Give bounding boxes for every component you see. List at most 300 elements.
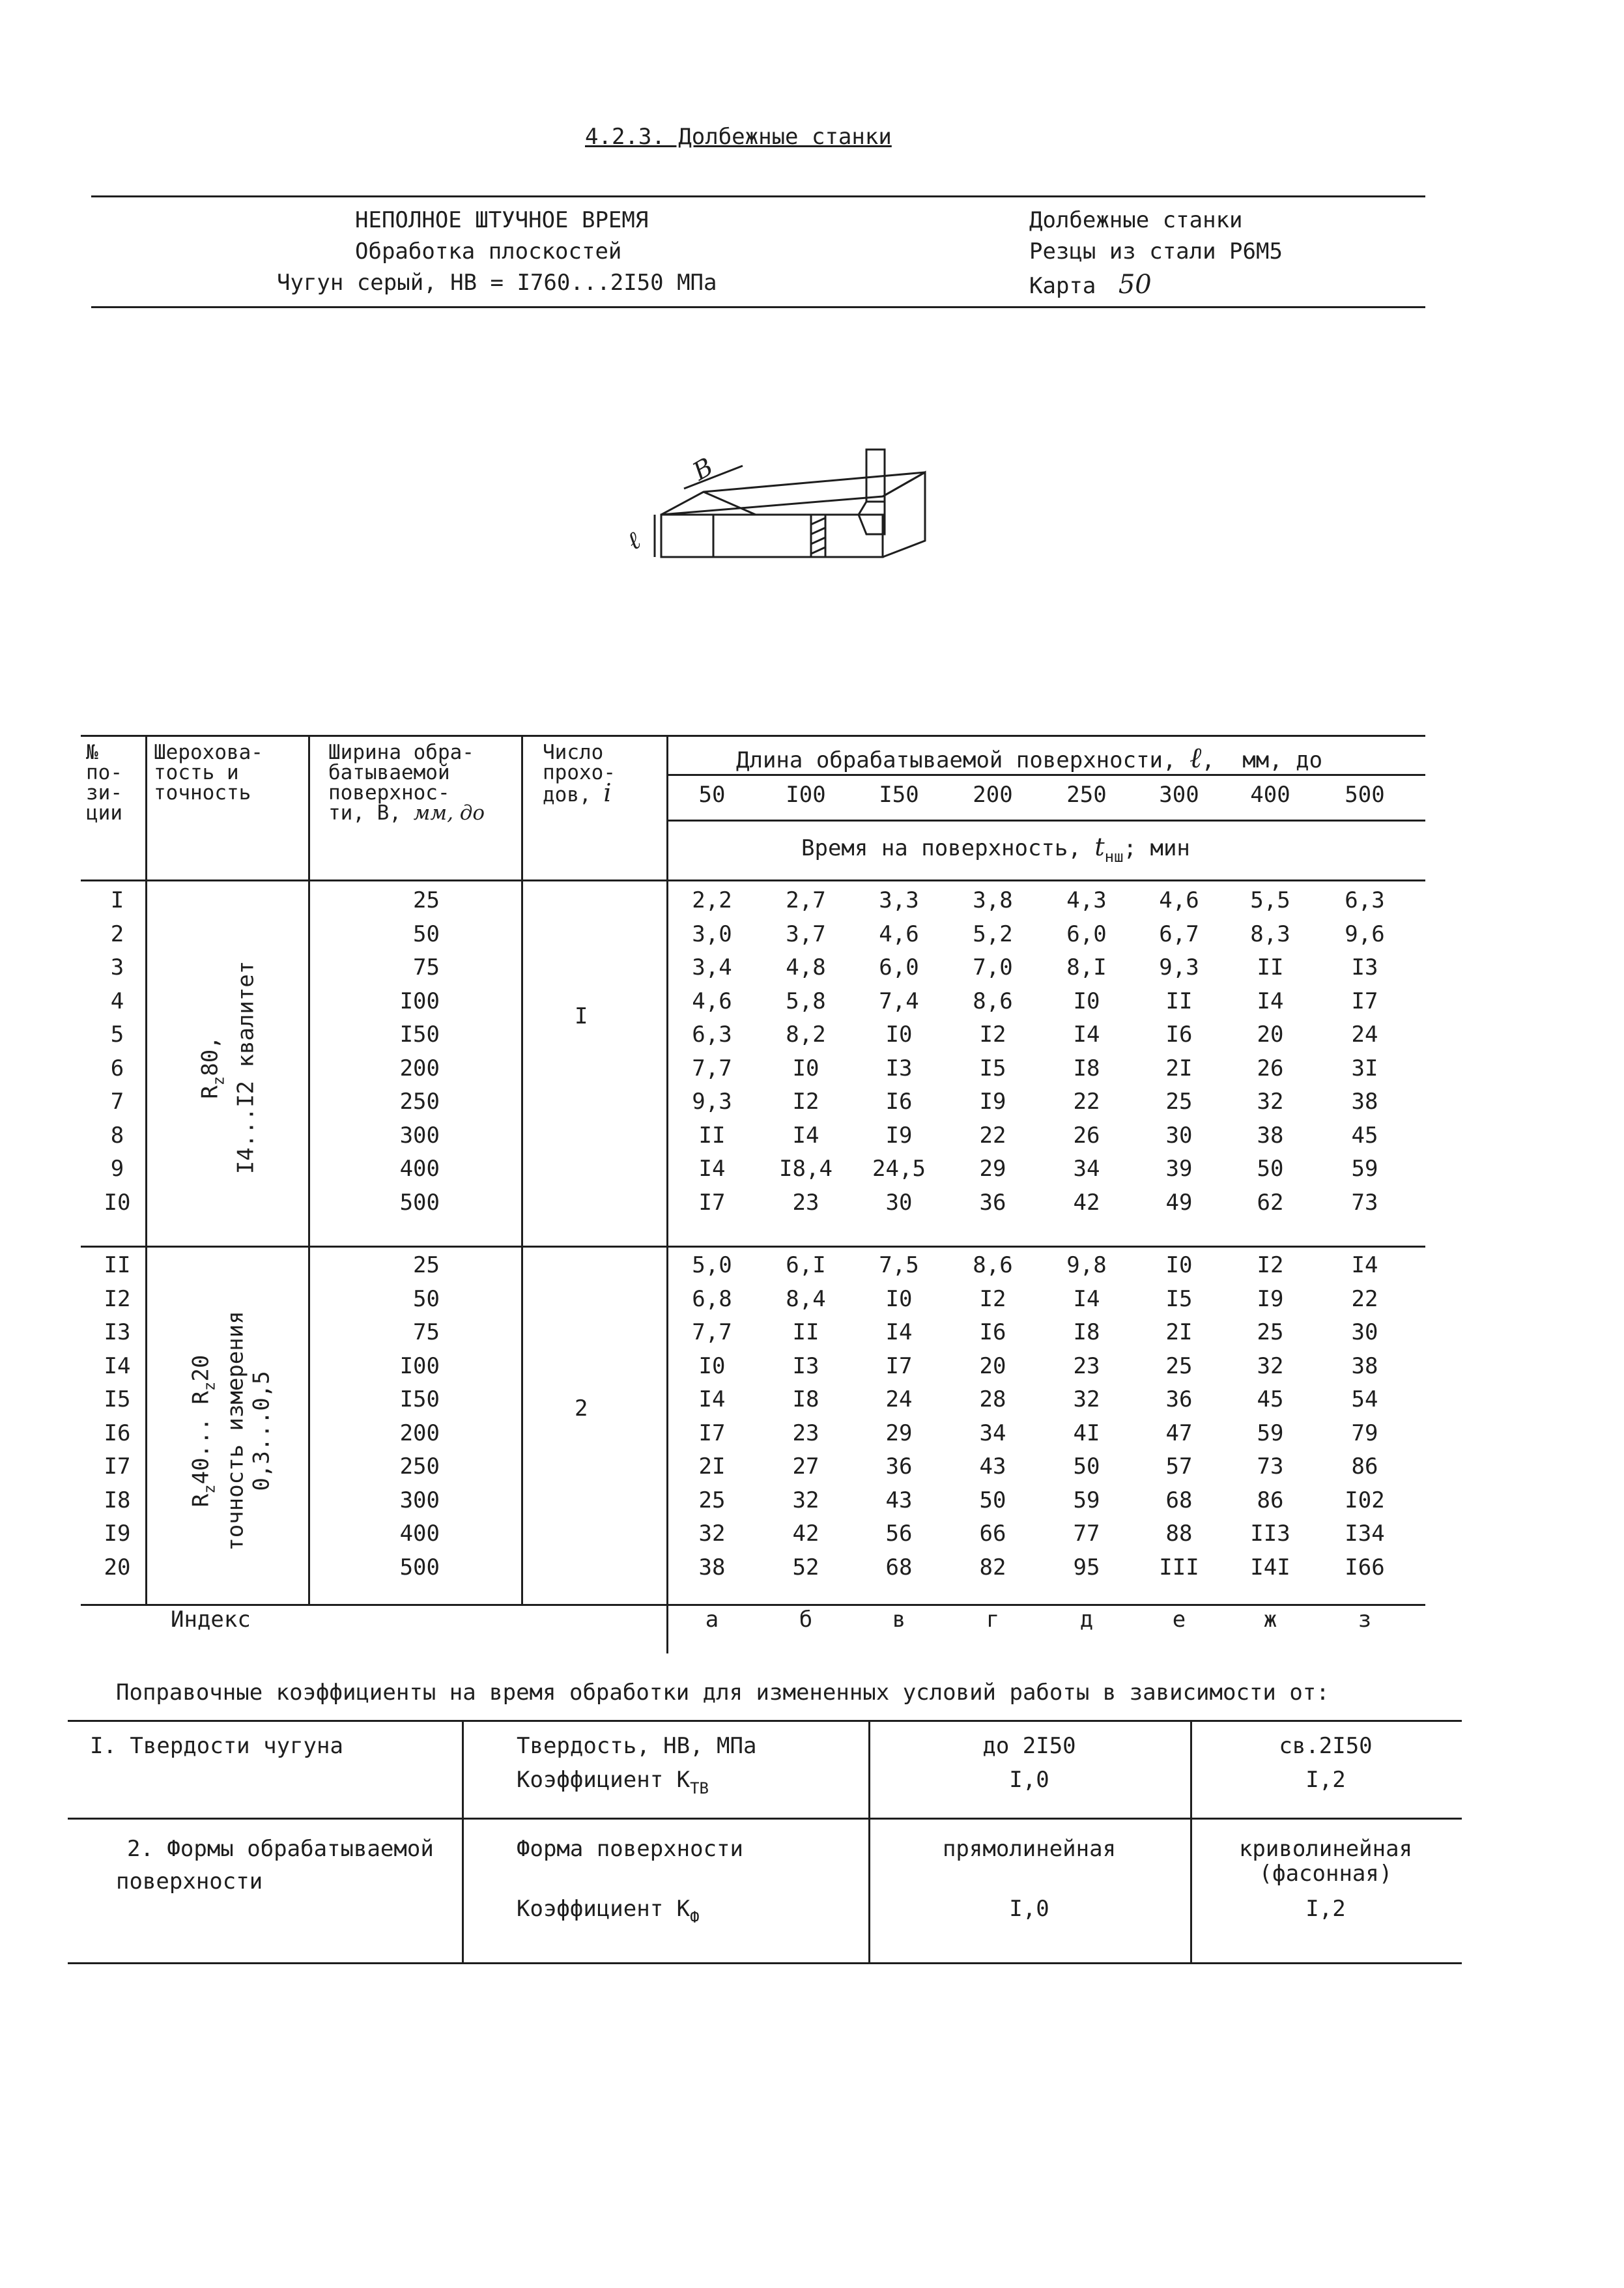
group1-row-1-cell-3: 5,2	[973, 921, 1013, 947]
group1-row-4-cell-7: 24	[1351, 1022, 1378, 1048]
corr-mid-rule	[68, 1818, 1462, 1820]
group2-row-5-width: 200	[399, 1420, 440, 1446]
group2-row-6-pos: I7	[104, 1453, 131, 1480]
group1-row-9-pos: I0	[104, 1189, 131, 1216]
group2-row-4-width: I50	[399, 1386, 440, 1412]
length-col-0: 50	[698, 782, 726, 808]
group2-row-5-cell-5: 47	[1165, 1420, 1193, 1446]
group1-row-1-cell-7: 9,6	[1345, 921, 1385, 947]
group2-row-3-cell-6: 32	[1257, 1352, 1284, 1379]
group2-row-2-pos: I3	[104, 1319, 131, 1345]
group1-row-8-cell-7: 59	[1351, 1156, 1378, 1182]
group2-row-6-cell-0: 2I	[698, 1453, 726, 1480]
index-letter-4: д	[1079, 1607, 1094, 1633]
col-header-passes-l3: дов, i	[543, 779, 612, 807]
group1-row-6-cell-7: 38	[1351, 1089, 1378, 1115]
workpiece-diagram	[606, 436, 932, 599]
group2-row-2-cell-4: I8	[1073, 1319, 1100, 1345]
group1-row-5-width: 200	[399, 1055, 440, 1081]
group1-row-5-cell-2: I3	[885, 1055, 913, 1081]
corr-vline-2	[868, 1720, 870, 1962]
group2-row-7-cell-4: 59	[1073, 1487, 1100, 1513]
corrections-title: Поправочные коэффициенты на время обработки для измененных условий работы в зависимости от:	[116, 1680, 1330, 1706]
group2-roughness-l1: $R_z40$... $R_z20$	[188, 1354, 219, 1508]
group2-row-2-cell-3: I6	[979, 1319, 1006, 1345]
card-number: 50	[1118, 270, 1152, 300]
group2-row-0-cell-6: I2	[1257, 1252, 1284, 1278]
group1-row-0-cell-3: 3,8	[973, 887, 1013, 913]
length-col-3: 200	[973, 782, 1013, 808]
col-header-roughness-l2: тость и	[154, 761, 239, 784]
group2-row-6-width: 250	[399, 1453, 440, 1480]
corr-row2-val2-c: (фасонная)	[1259, 1861, 1393, 1887]
group2-row-0-pos: II	[104, 1252, 131, 1278]
corr-vline-1	[462, 1720, 464, 1962]
group1-row-6-pos: 7	[110, 1089, 124, 1115]
group2-row-5-cell-2: 29	[885, 1420, 913, 1446]
group2-row-0-cell-2: 7,5	[879, 1252, 919, 1278]
group1-roughness-l1: $R_z80$,	[197, 1036, 228, 1099]
group2-row-1-cell-3: I2	[979, 1285, 1006, 1312]
group1-row-0-cell-5: 4,6	[1159, 887, 1199, 913]
group1-row-9-cell-4: 42	[1073, 1189, 1100, 1216]
group2-row-8-width: 400	[399, 1521, 440, 1547]
length-col-7: 500	[1345, 782, 1385, 808]
group1-row-8-cell-3: 29	[979, 1156, 1006, 1182]
group2-row-3-cell-0: I0	[698, 1352, 726, 1379]
group2-row-0-cell-3: 8,6	[973, 1252, 1013, 1278]
group1-row-4-cell-4: I4	[1073, 1022, 1100, 1048]
index-letter-3: г	[986, 1607, 1000, 1633]
group2-row-4-cell-1: I8	[792, 1386, 819, 1412]
table-lengths-rule	[666, 820, 1425, 822]
group1-row-9-cell-5: 49	[1165, 1189, 1193, 1216]
group1-row-2-cell-3: 7,0	[973, 954, 1013, 980]
corr-row1-param2: Коэффициент $К_{ТВ}$	[517, 1767, 709, 1797]
group1-passes: I	[575, 1003, 588, 1029]
group2-row-2-cell-2: I4	[885, 1319, 913, 1345]
group1-row-8-cell-6: 50	[1257, 1156, 1284, 1182]
index-letter-2: в	[892, 1607, 906, 1633]
group2-row-8-pos: I9	[104, 1521, 131, 1547]
group2-passes: 2	[575, 1395, 588, 1422]
group2-row-6-cell-7: 86	[1351, 1453, 1378, 1480]
group1-row-4-cell-5: I6	[1165, 1022, 1193, 1048]
col-header-passes	[543, 743, 616, 805]
group2-row-8-cell-6: II3	[1250, 1521, 1290, 1547]
group2-row-8-cell-3: 66	[979, 1521, 1006, 1547]
group2-row-8-cell-1: 42	[792, 1521, 819, 1547]
group2-row-5-cell-7: 79	[1351, 1420, 1378, 1446]
corr-row1-param1: Твердость, НВ, МПа	[517, 1733, 757, 1759]
group1-row-7-cell-6: 38	[1257, 1122, 1284, 1149]
group1-row-5-cell-1: I0	[792, 1055, 819, 1081]
group1-row-9-cell-0: I7	[698, 1189, 726, 1216]
group1-roughness-l2: I4...I2 квалитет	[233, 960, 259, 1175]
group1-row-2-cell-2: 6,0	[879, 954, 919, 980]
group1-row-1-pos: 2	[110, 921, 124, 947]
col-header-width-l2: батываемой	[328, 761, 450, 784]
group1-row-1-cell-2: 4,6	[879, 921, 919, 947]
header-bottom-rule	[91, 306, 1425, 308]
group2-row-7-cell-1: 32	[792, 1487, 819, 1513]
group2-row-7-width: 300	[399, 1487, 440, 1513]
col-header-roughness-l3: точность	[154, 781, 251, 805]
corr-vline-3	[1190, 1720, 1192, 1962]
group2-row-4-cell-4: 32	[1073, 1386, 1100, 1412]
group1-row-7-cell-0: II	[698, 1122, 726, 1149]
length-title-text: Длина обрабатываемой поверхности,	[736, 747, 1176, 773]
corr-row1-val1-b: I,0	[1009, 1767, 1049, 1793]
header-card	[1029, 270, 1152, 300]
table-group-rule	[81, 1246, 1425, 1248]
group2-row-5-cell-3: 34	[979, 1420, 1006, 1446]
group1-row-6-cell-5: 25	[1165, 1089, 1193, 1115]
corr-bottom-rule	[68, 1962, 1462, 1964]
header-top-rule	[91, 195, 1425, 197]
group2-row-4-pos: I5	[104, 1386, 131, 1412]
group1-row-8-cell-5: 39	[1165, 1156, 1193, 1182]
group2-row-8-cell-0: 32	[698, 1521, 726, 1547]
corr-row2-param2: Коэффициент $К_Ф$	[517, 1896, 700, 1926]
group2-row-3-cell-7: 38	[1351, 1352, 1378, 1379]
corr-row2-factor-b: поверхности	[116, 1868, 263, 1895]
group2-row-1-cell-2: I0	[885, 1285, 913, 1312]
group2-row-1-cell-0: 6,8	[692, 1285, 732, 1312]
group1-row-2-cell-6: II	[1257, 954, 1284, 980]
group2-row-7-pos: I8	[104, 1487, 131, 1513]
group1-row-8-cell-2: 24,5	[872, 1156, 926, 1182]
col-header-length-title	[736, 741, 1322, 775]
length-symbol: ℓ	[1190, 741, 1202, 775]
length-col-5: 300	[1159, 782, 1199, 808]
col-header-pos-l1: №	[86, 741, 98, 764]
index-letter-7: з	[1358, 1607, 1372, 1633]
group2-row-0-cell-1: 6,I	[786, 1252, 826, 1278]
group1-row-9-cell-3: 36	[979, 1189, 1006, 1216]
corr-row2-val1-a: прямолинейная	[942, 1836, 1117, 1862]
col-header-passes-l1: Число	[543, 741, 604, 764]
corr-row2-val2-b: I,2	[1305, 1896, 1346, 1922]
group1-row-1-cell-6: 8,3	[1250, 921, 1290, 947]
group2-row-9-cell-5: III	[1159, 1554, 1199, 1580]
group1-row-0-cell-6: 5,5	[1250, 887, 1290, 913]
group1-row-6-width: 250	[399, 1089, 440, 1115]
group2-row-7-cell-7: I02	[1345, 1487, 1385, 1513]
corr-row2-val1-b: I,0	[1009, 1896, 1049, 1922]
group2-row-7-cell-0: 25	[698, 1487, 726, 1513]
group1-row-8-width: 400	[399, 1156, 440, 1182]
group2-row-9-cell-6: I4I	[1250, 1554, 1290, 1580]
diagram-label-b: В	[687, 451, 719, 487]
table-vline-3	[521, 735, 523, 1604]
group2-roughness-l2: точность измерения	[222, 1311, 249, 1551]
group1-row-3-cell-0: 4,6	[692, 988, 732, 1014]
col-header-passes-l2: прохо-	[543, 761, 616, 784]
group2-row-4-cell-7: 54	[1351, 1386, 1378, 1412]
group1-row-9-width: 500	[399, 1189, 440, 1216]
group1-row-8-cell-0: I4	[698, 1156, 726, 1182]
index-letter-6: ж	[1263, 1607, 1277, 1633]
corr-row1-factor: I. Твердости чугуна	[90, 1733, 343, 1759]
group2-row-3-pos: I4	[104, 1352, 131, 1379]
group2-row-9-width: 500	[399, 1554, 440, 1580]
section-title: 4.2.3. Долбежные станки	[585, 124, 892, 150]
corr-row2-param1: Форма поверхности	[517, 1836, 743, 1862]
group2-row-7-cell-2: 43	[885, 1487, 913, 1513]
header-material: Чугун серый, НВ = I760...2I50 МПа	[277, 270, 717, 296]
group2-row-6-cell-1: 27	[792, 1453, 819, 1480]
col-header-width-l1: Ширина обра-	[328, 741, 474, 764]
group1-row-1-cell-1: 3,7	[786, 921, 826, 947]
group1-row-3-cell-6: I4	[1257, 988, 1284, 1014]
group2-row-9-cell-2: 68	[885, 1554, 913, 1580]
length-col-6: 400	[1250, 782, 1290, 808]
group2-row-2-cell-1: II	[792, 1319, 819, 1345]
group1-row-3-cell-4: I0	[1073, 988, 1100, 1014]
index-letter-0: а	[705, 1607, 719, 1633]
group2-row-2-cell-5: 2I	[1165, 1319, 1193, 1345]
group1-row-2-width: 75	[413, 954, 440, 980]
group1-row-3-cell-2: 7,4	[879, 988, 919, 1014]
index-letter-5: е	[1172, 1607, 1186, 1633]
group1-row-8-cell-1: I8,4	[779, 1156, 833, 1182]
group1-row-7-cell-4: 26	[1073, 1122, 1100, 1149]
header-operation: Обработка плоскостей	[355, 238, 622, 265]
group2-row-1-cell-7: 22	[1351, 1285, 1378, 1312]
group2-row-3-width: I00	[399, 1352, 440, 1379]
group2-row-4-cell-3: 28	[979, 1386, 1006, 1412]
col-header-pos-l4: ции	[86, 801, 122, 825]
group2-row-9-cell-0: 38	[698, 1554, 726, 1580]
group1-row-0-cell-4: 4,3	[1066, 887, 1107, 913]
group2-row-6-cell-2: 36	[885, 1453, 913, 1480]
time-unit: ; мин	[1123, 835, 1190, 861]
group2-row-3-cell-2: I7	[885, 1352, 913, 1379]
col-header-time-title	[801, 833, 1190, 866]
group1-row-0-cell-2: 3,3	[879, 887, 919, 913]
group2-row-3-cell-3: 20	[979, 1352, 1006, 1379]
group2-row-1-cell-6: I9	[1257, 1285, 1284, 1312]
corr-row2-factor-a: 2. Формы обрабатываемой	[127, 1836, 434, 1862]
group2-row-8-cell-5: 88	[1165, 1521, 1193, 1547]
col-header-roughness-l1: Шерохова-	[154, 741, 263, 764]
group1-row-4-cell-0: 6,3	[692, 1022, 732, 1048]
group1-row-3-cell-1: 5,8	[786, 988, 826, 1014]
group1-row-1-width: 50	[413, 921, 440, 947]
group1-row-7-cell-3: 22	[979, 1122, 1006, 1149]
group2-roughness-l3: 0,3...0,5	[248, 1371, 275, 1491]
group2-row-5-cell-6: 59	[1257, 1420, 1284, 1446]
group1-row-5-cell-0: 7,7	[692, 1055, 732, 1081]
group1-row-3-cell-3: 8,6	[973, 988, 1013, 1014]
group2-row-8-cell-7: I34	[1345, 1521, 1385, 1547]
card-label: Карта	[1029, 273, 1096, 299]
col-header-width-l4: ти, В, мм, до	[328, 801, 485, 825]
length-col-2: I50	[879, 782, 919, 808]
group1-row-4-pos: 5	[110, 1022, 124, 1048]
group1-row-4-width: I50	[399, 1022, 440, 1048]
group2-row-2-cell-6: 25	[1257, 1319, 1284, 1345]
group1-row-1-cell-5: 6,7	[1159, 921, 1199, 947]
group2-row-6-cell-6: 73	[1257, 1453, 1284, 1480]
group1-row-3-cell-5: II	[1165, 988, 1193, 1014]
group1-row-5-cell-3: I5	[979, 1055, 1006, 1081]
group1-row-0-cell-7: 6,3	[1345, 887, 1385, 913]
group1-row-3-cell-7: I7	[1351, 988, 1378, 1014]
group1-row-3-width: I00	[399, 988, 440, 1014]
group1-row-7-cell-7: 45	[1351, 1122, 1378, 1149]
group2-row-8-cell-2: 56	[885, 1521, 913, 1547]
header-tool: Резцы из стали Р6М5	[1029, 238, 1283, 265]
group2-row-9-cell-7: I66	[1345, 1554, 1385, 1580]
group2-row-4-cell-5: 36	[1165, 1386, 1193, 1412]
header-doc-type: НЕПОЛНОЕ ШТУЧНОЕ ВРЕМЯ	[355, 207, 649, 233]
diagram-label-l: ℓ	[621, 526, 646, 556]
group1-row-9-cell-2: 30	[885, 1189, 913, 1216]
group1-row-2-cell-7: I3	[1351, 954, 1378, 980]
group2-row-1-cell-1: 8,4	[786, 1285, 826, 1312]
group1-row-3-pos: 4	[110, 988, 124, 1014]
group1-row-7-width: 300	[399, 1122, 440, 1149]
index-label: Индекс	[171, 1607, 251, 1633]
group1-row-1-cell-4: 6,0	[1066, 921, 1107, 947]
group1-row-2-cell-5: 9,3	[1159, 954, 1199, 980]
group2-row-1-cell-4: I4	[1073, 1285, 1100, 1312]
length-sep: ,	[1201, 747, 1215, 773]
group2-row-7-cell-5: 68	[1165, 1487, 1193, 1513]
group1-row-0-cell-0: 2,2	[692, 887, 732, 913]
group2-roughness	[188, 1294, 275, 1568]
group1-row-5-cell-5: 2I	[1165, 1055, 1193, 1081]
group1-row-4-cell-1: 8,2	[786, 1022, 826, 1048]
corr-row2-val2-a: криволинейная	[1238, 1836, 1413, 1862]
group1-row-6-cell-2: I6	[885, 1089, 913, 1115]
group1-row-2-cell-0: 3,4	[692, 954, 732, 980]
corr-row1-val2-a: св.2I50	[1279, 1733, 1373, 1759]
group2-row-4-cell-0: I4	[698, 1386, 726, 1412]
group2-row-2-cell-0: 7,7	[692, 1319, 732, 1345]
group2-row-6-cell-3: 43	[979, 1453, 1006, 1480]
group2-row-0-cell-5: I0	[1165, 1252, 1193, 1278]
group2-row-9-cell-3: 82	[979, 1554, 1006, 1580]
group1-row-2-pos: 3	[110, 954, 124, 980]
col-header-roughness	[154, 743, 263, 803]
col-header-pos-l3: зи-	[86, 781, 122, 805]
group1-row-7-pos: 8	[110, 1122, 124, 1149]
group1-roughness	[197, 944, 260, 1192]
group1-row-0-cell-1: 2,7	[786, 887, 826, 913]
group1-row-8-pos: 9	[110, 1156, 124, 1182]
group2-row-1-cell-5: I5	[1165, 1285, 1193, 1312]
col-header-width-l3: поверхнос-	[328, 781, 450, 805]
group1-row-9-cell-7: 73	[1351, 1189, 1378, 1216]
length-unit: мм, до	[1242, 747, 1323, 773]
table-vline-1	[145, 735, 147, 1604]
length-col-1: I00	[786, 782, 826, 808]
group2-row-6-cell-5: 57	[1165, 1453, 1193, 1480]
group2-row-0-cell-0: 5,0	[692, 1252, 732, 1278]
group2-row-7-cell-3: 50	[979, 1487, 1006, 1513]
group2-row-4-cell-2: 24	[885, 1386, 913, 1412]
group1-row-5-cell-6: 26	[1257, 1055, 1284, 1081]
group2-row-5-cell-4: 4I	[1073, 1420, 1100, 1446]
group1-row-5-cell-7: 3I	[1351, 1055, 1378, 1081]
group1-row-6-cell-0: 9,3	[692, 1089, 732, 1115]
time-symbol: t	[1094, 833, 1105, 861]
col-header-width	[328, 743, 485, 823]
group1-row-2-cell-4: 8,I	[1066, 954, 1107, 980]
table-vline-2	[308, 735, 310, 1604]
group2-row-0-cell-7: I4	[1351, 1252, 1378, 1278]
group2-row-5-pos: I6	[104, 1420, 131, 1446]
group1-row-5-pos: 6	[110, 1055, 124, 1081]
time-title-text: Время на поверхность,	[801, 835, 1081, 861]
header-machine: Долбежные станки	[1029, 207, 1243, 233]
group1-row-6-cell-4: 22	[1073, 1089, 1100, 1115]
group1-row-4-cell-2: I0	[885, 1022, 913, 1048]
col-header-pos-l2: по-	[86, 761, 122, 784]
group1-row-4-cell-3: I2	[979, 1022, 1006, 1048]
group2-row-1-pos: I2	[104, 1285, 131, 1312]
table-header-bottom-rule	[81, 879, 1425, 881]
group1-row-6-cell-6: 32	[1257, 1089, 1284, 1115]
group2-row-6-cell-4: 50	[1073, 1453, 1100, 1480]
group1-row-0-pos: I	[110, 887, 124, 913]
group1-row-9-cell-6: 62	[1257, 1189, 1284, 1216]
table-top-rule	[81, 735, 1425, 737]
corr-row1-val2-b: I,2	[1305, 1767, 1346, 1793]
group1-row-0-width: 25	[413, 887, 440, 913]
group1-row-7-cell-2: I9	[885, 1122, 913, 1149]
group1-row-2-cell-1: 4,8	[786, 954, 826, 980]
group2-row-9-pos: 20	[104, 1554, 131, 1580]
time-sub: нш	[1104, 848, 1124, 866]
group2-row-4-cell-6: 45	[1257, 1386, 1284, 1412]
group2-row-9-cell-4: 95	[1073, 1554, 1100, 1580]
group1-row-7-cell-1: I4	[792, 1122, 819, 1149]
group1-row-8-cell-4: 34	[1073, 1156, 1100, 1182]
table-index-rule	[81, 1604, 1425, 1606]
group2-row-2-width: 75	[413, 1319, 440, 1345]
group2-row-5-cell-0: I7	[698, 1420, 726, 1446]
group2-row-0-cell-4: 9,8	[1066, 1252, 1107, 1278]
group2-row-5-cell-1: 23	[792, 1420, 819, 1446]
group2-row-1-width: 50	[413, 1285, 440, 1312]
group2-row-7-cell-6: 86	[1257, 1487, 1284, 1513]
length-col-4: 250	[1066, 782, 1107, 808]
table-vline-4	[666, 735, 668, 1653]
group1-row-6-cell-3: I9	[979, 1089, 1006, 1115]
group2-row-8-cell-4: 77	[1073, 1521, 1100, 1547]
group2-row-9-cell-1: 52	[792, 1554, 819, 1580]
group1-row-5-cell-4: I8	[1073, 1055, 1100, 1081]
group1-row-7-cell-5: 30	[1165, 1122, 1193, 1149]
col-header-pos	[86, 743, 122, 823]
group1-row-6-cell-1: I2	[792, 1089, 819, 1115]
group2-row-0-width: 25	[413, 1252, 440, 1278]
group1-row-1-cell-0: 3,0	[692, 921, 732, 947]
group1-row-9-cell-1: 23	[792, 1189, 819, 1216]
corr-row1-val1-a: до 2I50	[982, 1733, 1076, 1759]
group2-row-2-cell-7: 30	[1351, 1319, 1378, 1345]
index-letter-1: б	[799, 1607, 813, 1633]
group2-row-3-cell-1: I3	[792, 1352, 819, 1379]
group1-row-4-cell-6: 20	[1257, 1022, 1284, 1048]
corr-top-rule	[68, 1720, 1462, 1722]
group2-row-3-cell-4: 23	[1073, 1352, 1100, 1379]
group2-row-3-cell-5: 25	[1165, 1352, 1193, 1379]
